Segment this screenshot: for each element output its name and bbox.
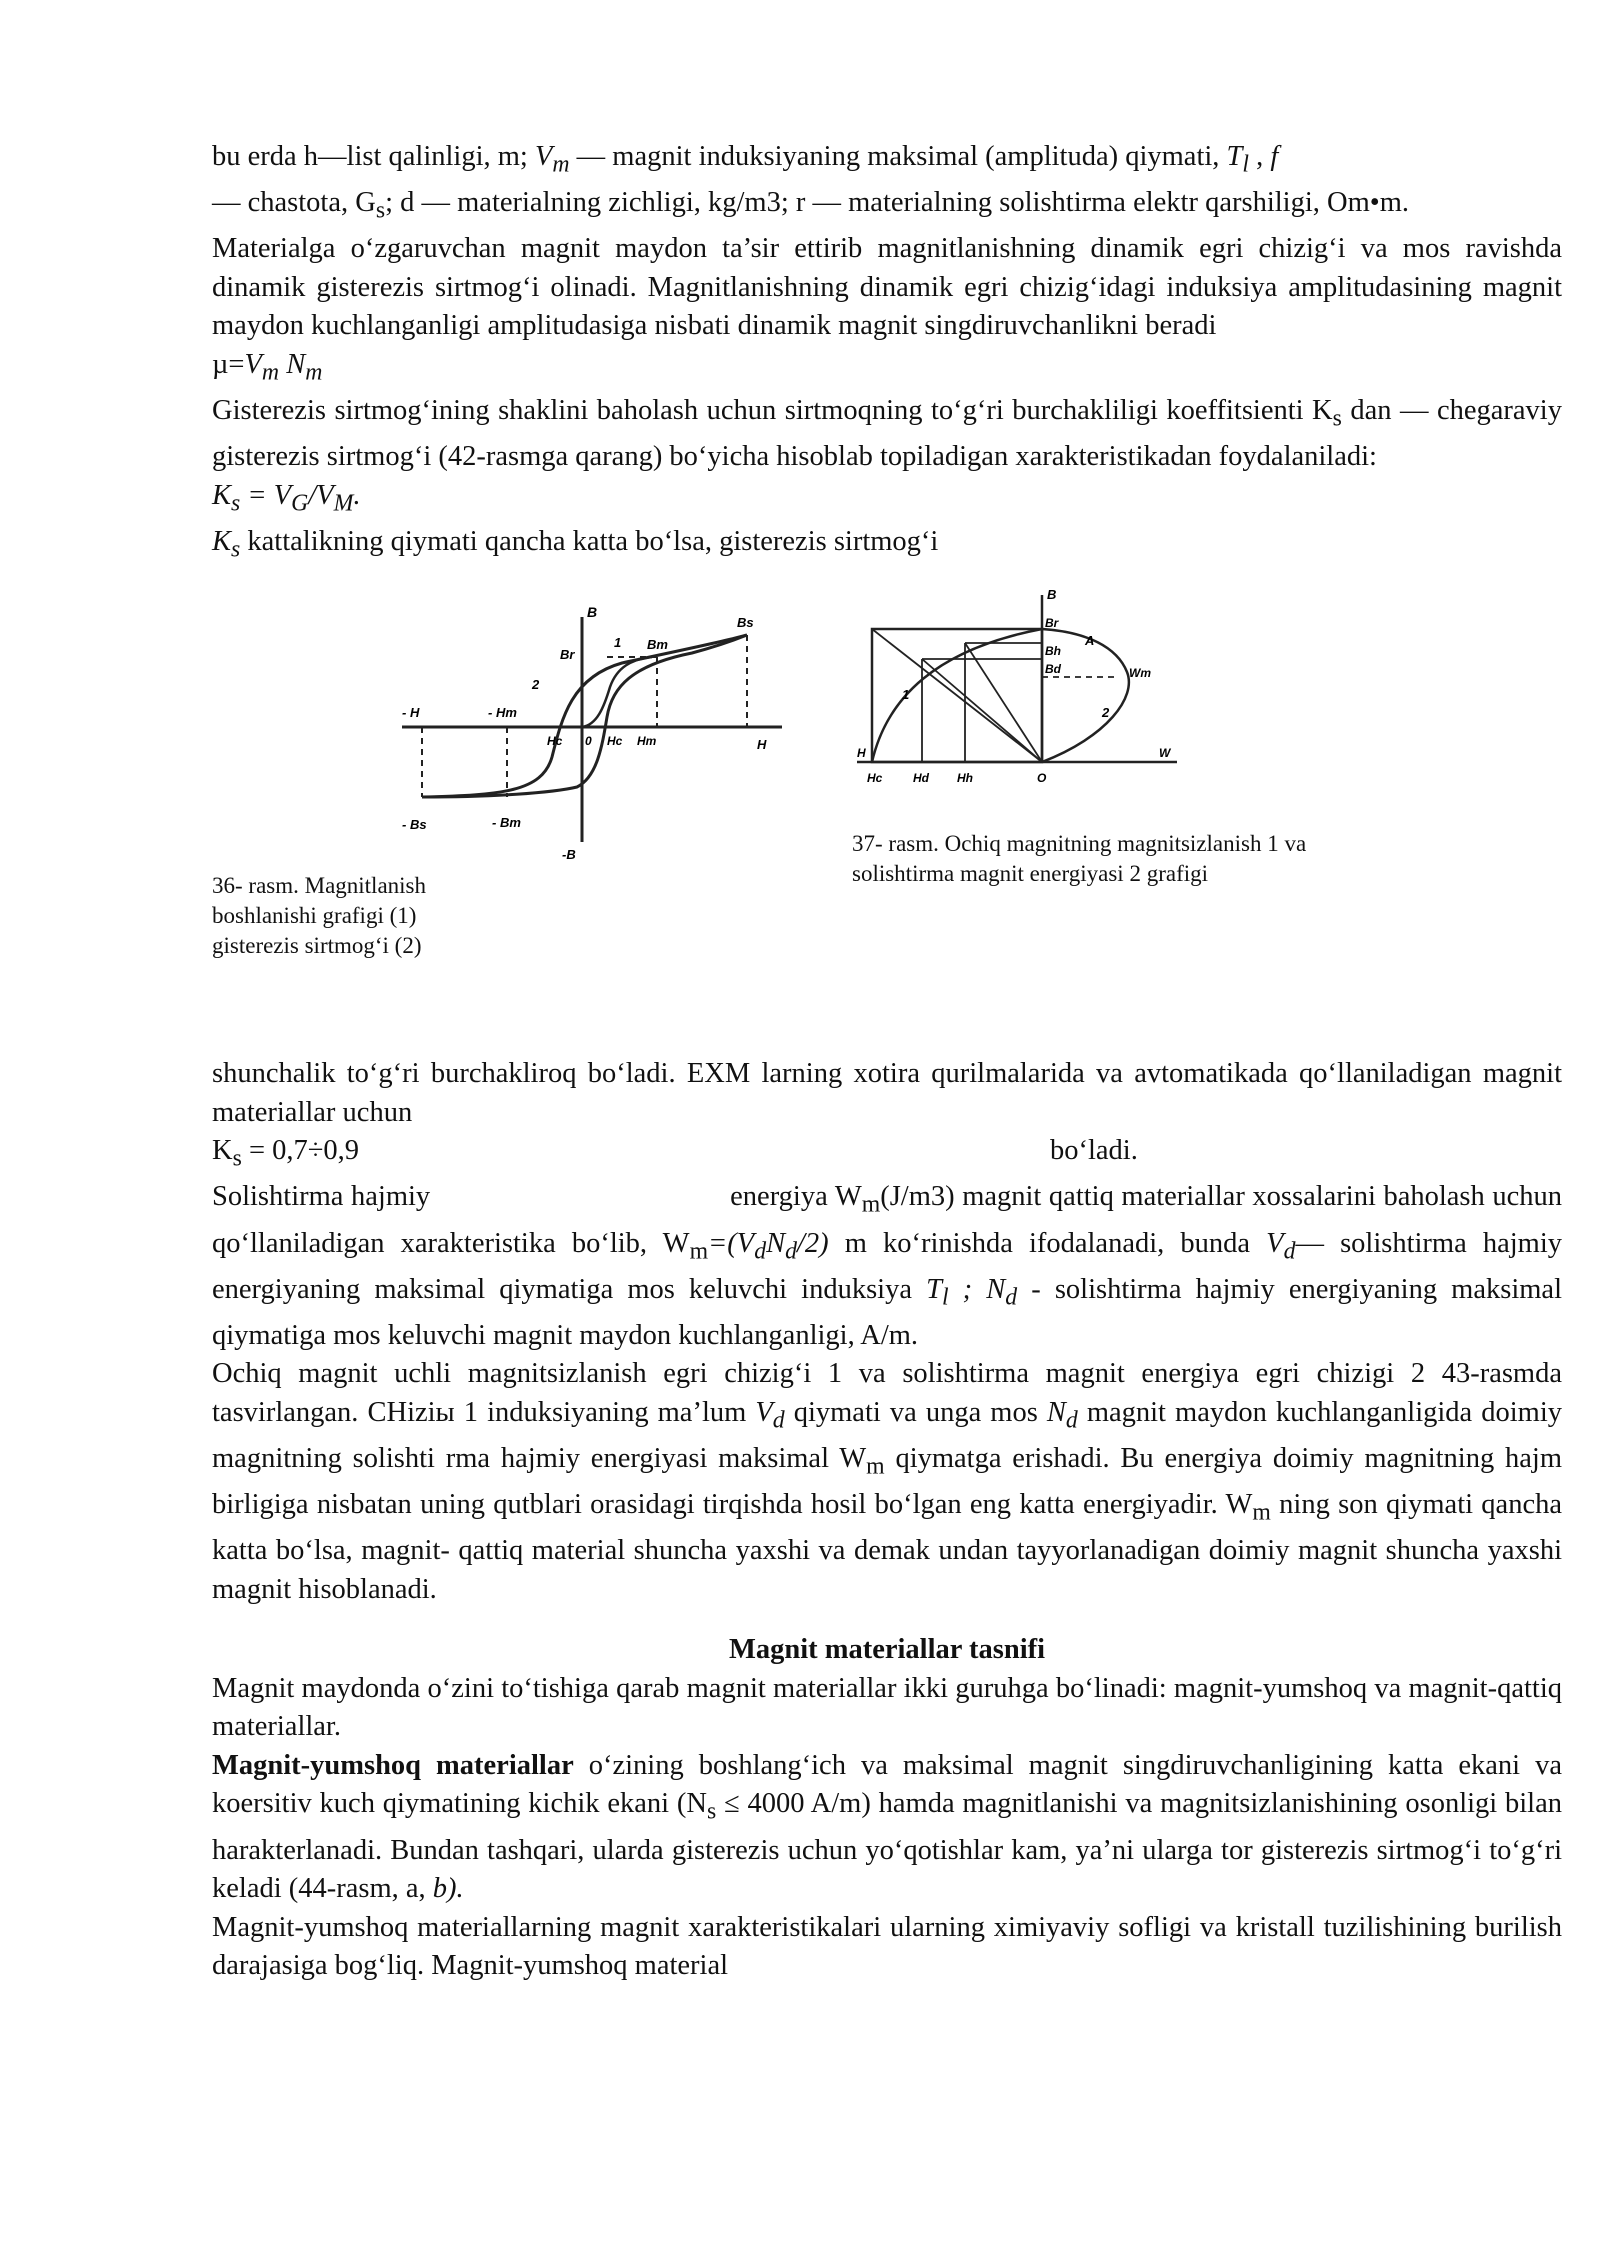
label-H: H — [857, 746, 866, 761]
symbol: T — [926, 1273, 942, 1305]
symbol: N — [1046, 1396, 1066, 1428]
subscript: M — [333, 490, 354, 517]
text: — magnit induksiyaning maksimal (amplituda) qiymati, — [569, 141, 1227, 172]
subscript: m — [552, 151, 570, 178]
label-W: W — [1159, 746, 1171, 761]
subscript: m — [261, 359, 280, 386]
label-origin: 0 — [585, 734, 592, 749]
figure-37-demagnetization — [847, 587, 1187, 807]
text: — solishtirma hajmiy energiyaning maksimal qiymatiga mos keluvchi induksiya — [212, 1227, 1562, 1305]
subscript: l — [941, 1284, 949, 1311]
text: Gisterezis sirtmog‘ining shaklini baholash uchun sirtmoqning to‘g‘ri burchakliligi koeffitsienti K — [212, 395, 1333, 427]
label-Hc: Hc — [607, 734, 623, 749]
subscript: s — [706, 1799, 717, 1826]
subscript: d — [785, 1238, 797, 1265]
text: ≤ 4000 A/m) hamda magnitlanishi va magnitsizlanishining osonligi bilan harakterlanadi. Bundan tashqari, ularda gisterezis uchun yo‘qotishlar kam, ya’ni ularga tor gisterezis sirtmog‘i to‘g‘ri keladi (44-rasm, a, — [212, 1788, 1562, 1905]
symbol: N — [766, 1227, 786, 1259]
label-Bm: Bm — [647, 637, 668, 653]
label-neg-Hc: Hc — [547, 734, 563, 749]
subscript: s — [231, 536, 241, 563]
text: dan — chegaraviy gisterezis sirtmog‘i (42-rasmga qarang) bo‘yicha hisoblab topiladigan xarakteristikadan foydalaniladi: — [212, 395, 1562, 473]
text: ning son qiymati qancha katta bo‘lsa, magnit- qattiq material shuncha yaxshi va demak undan tayyorlanadigan doimiy magnit shuncha yaxshi magnit hisoblanadi. — [212, 1489, 1562, 1605]
formula-squareness — [212, 477, 1562, 523]
label-Hm: Hm — [637, 734, 657, 749]
formula-permeability — [212, 346, 1562, 392]
subscript: d — [1005, 1284, 1018, 1311]
label-A: A — [1085, 633, 1095, 649]
paragraph-rectangularity: shunchalik to‘g‘ri burchakliroq bo‘ladi. EXM larning xotira qurilmalarida va avtomatikada qo‘llaniladigan magnit materiallar uchun — [212, 1058, 1562, 1128]
subscript: d — [1065, 1407, 1078, 1434]
text-italic: b). — [432, 1873, 464, 1905]
subscript: s — [231, 490, 241, 517]
label-2: 2 — [532, 677, 540, 693]
text: kattalikning qiymati qancha katta bo‘lsa, gisterezis sirtmog‘i — [240, 525, 939, 557]
symbol: T — [1226, 141, 1243, 172]
paragraph-open-magnet — [212, 1355, 1562, 1609]
caption-figure-36: 36- rasm. Magnitlanish boshlanishi grafigi (1) gisterezis sirtmog‘i (2) — [212, 873, 426, 959]
text: Ochiq magnit uchli magnitsizlanish egri chizig‘i 1 va solishtirma magnit energiya egri chizigi 2 43-rasmda tasvirlangan. CHiziы 1 induksiyaning ma’lum — [212, 1358, 1562, 1428]
subscript: s — [232, 1145, 242, 1172]
subscript: G — [291, 490, 309, 517]
symbol: V — [244, 348, 262, 380]
text: bu erda h—list qalinligi, m; — [212, 141, 535, 172]
text: qiymati va unga mos — [784, 1396, 1047, 1428]
text: K — [212, 1135, 233, 1167]
label-Hc: Hc — [867, 771, 883, 786]
symbol: . — [353, 479, 361, 511]
symbol: = V — [240, 479, 292, 511]
symbol: f — [1270, 141, 1279, 172]
text: µ= — [212, 348, 245, 380]
text: magnit maydon kuchlanganligida doimiy magnitning solishti rma hajmiy energiyasi maksimal W — [212, 1396, 1563, 1475]
label-1: 1 — [614, 635, 622, 651]
paragraph-energy — [212, 1178, 1562, 1355]
text: (J/m3) magnit qattiq materiallar xossalarini baholash uchun qo‘llaniladigan xarakteristika bo‘lib, W — [212, 1181, 1562, 1259]
label-neg-Hm: - Hm — [488, 705, 517, 721]
text: ; d — materialning zichligi, kg/m3; r — materialning solishtirma elektr qarshiligi, Om•m. — [385, 187, 1410, 219]
label-Wm: Wm — [1129, 666, 1151, 681]
symbol: V — [755, 1396, 773, 1428]
paragraph-soft-characteristics: Magnit-yumshoq materiallarning magnit xarakteristikalari ularning ximiyaviy sofligi va kristall tuzilishining burilish darajasiga bog‘liq. Magnit-yumshoq material — [212, 1911, 1562, 1982]
symbol: K — [212, 525, 232, 557]
text: - solishtirma hajmiy energiyaning maksimal qiymatiga mos keluvchi magnit maydon kuchlanganligi, A/m. — [212, 1273, 1562, 1351]
label-Hh: Hh — [957, 771, 973, 786]
text: , — [1249, 141, 1271, 172]
subscript: m — [866, 1453, 885, 1480]
label-neg-H: - H — [402, 705, 420, 721]
text: m ko‘rinishda ifodalanadi, bunda — [828, 1227, 1267, 1259]
figures-row — [212, 577, 1562, 1055]
label-neg-Bs: - Bs — [402, 817, 427, 833]
bold-term: Magnit-yumshoq materiallar — [212, 1749, 574, 1781]
subscript: d — [772, 1407, 785, 1434]
label-Bh: Bh — [1045, 644, 1061, 659]
subscript: m — [1252, 1499, 1271, 1526]
label-H: H — [757, 737, 767, 753]
symbol: K — [212, 479, 232, 511]
formula-ks-range — [212, 1132, 1562, 1178]
label-2: 2 — [1102, 705, 1110, 721]
text: energiya W — [730, 1181, 862, 1213]
symbol: V — [736, 1227, 755, 1259]
label-B: B — [587, 604, 598, 621]
symbol: =( — [708, 1227, 737, 1259]
paragraph-squareness — [212, 392, 1562, 477]
label-Br: Br — [560, 647, 575, 663]
symbol: ; N — [948, 1273, 1006, 1305]
paragraph-soft-materials — [212, 1747, 1562, 1909]
label-origin: O — [1037, 771, 1047, 786]
caption-figure-37: 37- rasm. Ochiq magnitning magnitsizlanish 1 va solishtirma magnit energiyasi 2 grafigi — [852, 831, 1307, 887]
subscript: m — [689, 1238, 709, 1265]
paragraph-intro — [212, 138, 1562, 230]
symbol: /2) — [796, 1227, 829, 1259]
paragraph-classification: Magnit maydonda o‘zini to‘tishiga qarab magnit materiallar ikki guruhga bo‘linadi: magnit-yumshoq va magnit-qattiq materiallar. — [212, 1672, 1562, 1743]
subscript: d — [1283, 1238, 1296, 1265]
label-Br: Br — [1045, 616, 1059, 631]
section-heading: Magnit materiallar tasnifi — [728, 1634, 1046, 1666]
label-Bd: Bd — [1045, 662, 1061, 677]
label-Hd: Hd — [913, 771, 929, 786]
subscript: m — [305, 359, 323, 386]
symbol: V — [534, 141, 553, 172]
label-neg-B: -B — [562, 847, 576, 863]
document-page — [212, 138, 1562, 1986]
text: — chastota, G — [212, 187, 376, 219]
paragraph-ks — [212, 523, 1562, 569]
label-neg-Bm: - Bm — [492, 815, 521, 831]
subscript: s — [1332, 405, 1342, 432]
subscript: d — [754, 1238, 767, 1265]
symbol: V — [1266, 1227, 1284, 1259]
figure-36-hysteresis — [392, 597, 792, 867]
subscript: l — [1242, 151, 1250, 178]
label-B: B — [1047, 587, 1057, 603]
text: qiymatga erishadi. Bu energiya doimiy magnitning hajm birligiga nisbatan uning qutblari orasidagi tirqishda hosil bo‘lgan eng katta energiyadir. W — [212, 1443, 1562, 1521]
text: o‘zining boshlang‘ich va maksimal magnit singdiruvchanligining katta ekani va koersitiv kuch qiymatining kichik ekani (N — [212, 1749, 1562, 1820]
subscript: s — [375, 197, 386, 224]
label-1: 1 — [902, 687, 910, 703]
text: bo‘ladi. — [1050, 1135, 1138, 1167]
symbol: N — [279, 348, 306, 380]
subscript: m — [861, 1192, 881, 1218]
text: = 0,7÷0,9 — [241, 1135, 360, 1167]
symbol: /V — [308, 479, 334, 511]
paragraph-dynamic-loop: Materialga o‘zgaruvchan magnit maydon ta’sir ettirib magnitlanishning dinamik egri chizig‘i va mos ravishda dinamik gisterezis sirtmog‘i olinadi. Magnitlanishning dinamik egri chizig‘idagi induksiya amplitudasining magnit maydon kuchlanganligi amplitudasiga nisbati dinamik magnit singdiruvchanlikni beradi — [212, 233, 1562, 342]
text: Solishtirma hajmiy — [212, 1181, 431, 1213]
label-Bs: Bs — [737, 615, 754, 631]
